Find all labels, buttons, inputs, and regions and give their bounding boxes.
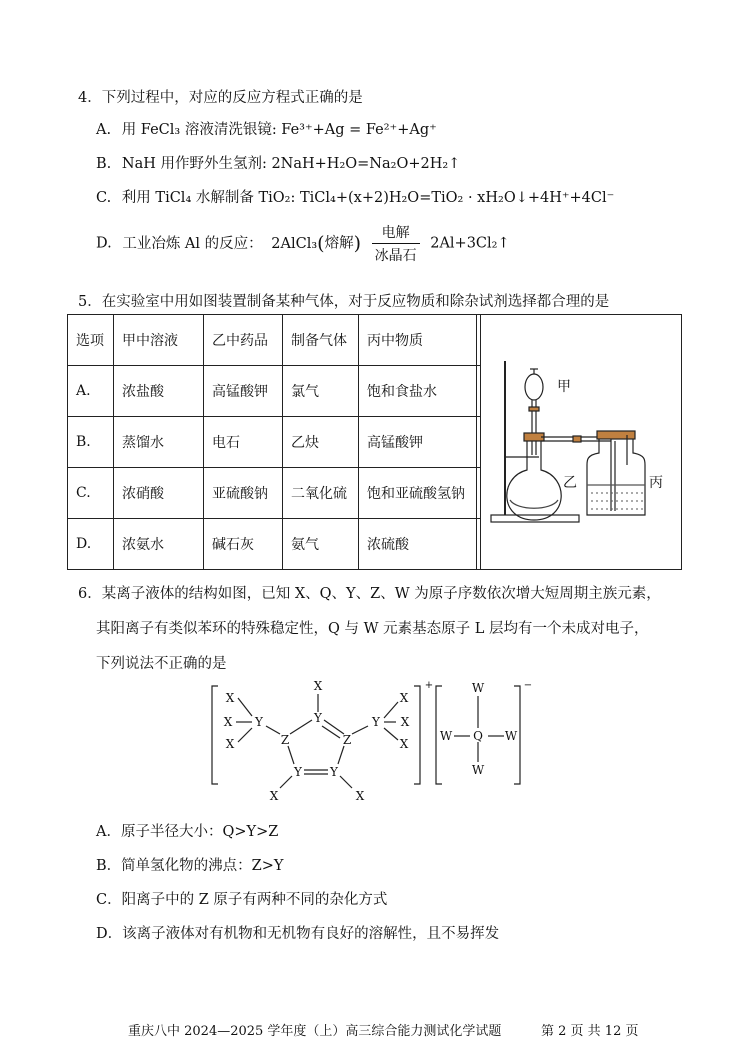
q5-header-cell: 甲中溶液: [114, 315, 204, 366]
q4-number: 4．: [78, 90, 102, 106]
q5-cell: C.: [68, 468, 114, 519]
atom-x: X: [355, 789, 365, 803]
q6-option-b-text: 简单氢化物的沸点：Z>Y: [121, 858, 284, 874]
q5-cell: 蒸馏水: [114, 417, 204, 468]
anion-charge: −: [523, 680, 533, 691]
atom-y: Y: [294, 765, 302, 779]
q4-eq-top: 电解: [381, 225, 410, 241]
q4-option-c: [96, 186, 614, 207]
q4-stem: [78, 86, 363, 107]
q4-eq-condition: [372, 222, 420, 265]
q6-option-a: [96, 820, 278, 841]
q5-cell: 氨气: [283, 519, 359, 570]
q5-cell: D.: [68, 519, 114, 570]
q5-cell: 浓氨水: [114, 519, 204, 570]
paren-close: ): [353, 232, 361, 255]
label-jia: 甲: [557, 379, 571, 395]
q6-option-d: [96, 922, 499, 943]
q4-option-b-text: NaH 用作野外生氢剂: 2NaH+H₂O=Na₂O+2H₂↑: [121, 156, 461, 172]
q4-option-c-text: 利用 TiCl₄ 水解制备 TiO₂: TiCl₄+(x+2)H₂O=TiO₂ · xH₂O↓+4H⁺+4Cl⁻: [121, 190, 615, 206]
atom-w: W: [439, 729, 453, 743]
q6-stem-line-1: [78, 582, 661, 603]
paren-open: (: [317, 232, 325, 255]
atom-x: X: [269, 789, 279, 803]
table-row: [68, 366, 481, 417]
table-row: [68, 519, 481, 570]
atom-y: Y: [255, 715, 263, 729]
q4-option-a: [96, 118, 437, 139]
q5-header-cell: 选项: [68, 315, 114, 366]
q5-cell: 浓硝酸: [114, 468, 204, 519]
atom-x: X: [399, 737, 409, 751]
cation-charge: +: [424, 680, 434, 691]
q6-stem-line-2: 其阳离子有类似苯环的特殊稳定性，Q 与 W 元素基态原子 L 层均有一个未成对电子，: [96, 621, 649, 637]
table-row: [68, 417, 481, 468]
atom-x: X: [313, 679, 323, 693]
q6-option-d-text: 该离子液体对有机物和无机物有良好的溶解性，且不易挥发: [122, 926, 500, 942]
atom-w: W: [504, 729, 518, 743]
q6-option-c-text: 阳离子中的 Z 原子有两种不同的杂化方式: [121, 892, 388, 908]
q4-option-d-letter: D.: [96, 235, 112, 252]
q4-eq-state: 熔解: [324, 235, 354, 252]
atom-y: Y: [314, 711, 322, 725]
q4-option-c-letter: C.: [96, 190, 112, 206]
q5-cell: 电石: [204, 417, 283, 468]
apparatus-figure: [476, 314, 682, 570]
atom-y: Y: [330, 765, 338, 779]
atom-z: Z: [280, 733, 290, 747]
atom-z: Z: [342, 733, 352, 747]
table-row: [68, 468, 481, 519]
q5-header-cell: 乙中药品: [204, 315, 283, 366]
q6-option-d-letter: D．: [96, 926, 123, 942]
q5-table: [67, 314, 481, 570]
q5-table-header: [68, 315, 481, 366]
q4-eq-line: [372, 243, 420, 244]
q4-option-d-text: 工业冶炼 Al 的反应：: [122, 235, 263, 252]
q6-option-b-letter: B．: [96, 858, 122, 874]
q6-number: 6．: [78, 586, 102, 602]
atom-w: W: [471, 681, 485, 695]
atom-x: X: [399, 691, 409, 705]
q5-stem: [78, 290, 609, 311]
q6-option-a-letter: A．: [96, 824, 121, 840]
q4-eq-right: 2Al+3Cl₂↑: [430, 235, 510, 252]
label-yi: 乙: [563, 475, 577, 491]
q4-option-a-letter: A.: [96, 122, 112, 138]
q5-number: 5．: [78, 294, 102, 310]
q5-cell: 浓盐酸: [114, 366, 204, 417]
q5-cell: 亚硫酸钠: [204, 468, 283, 519]
atom-x: X: [225, 691, 235, 705]
q6-option-a-text: 原子半径大小：Q>Y>Z: [120, 824, 279, 840]
q5-header-cell: 制备气体: [283, 315, 359, 366]
apparatus-drawing: [477, 315, 681, 569]
q4-eq-bottom: 冰晶石: [374, 248, 417, 264]
q4-option-b-letter: B.: [96, 156, 112, 172]
q5-cell: 饱和食盐水: [359, 366, 481, 417]
q5-cell: 氯气: [283, 366, 359, 417]
q5-cell: 乙炔: [283, 417, 359, 468]
atom-x: X: [223, 715, 233, 729]
q5-cell: 二氧化硫: [283, 468, 359, 519]
atom-y: Y: [372, 715, 380, 729]
q6-stem-line-3: 下列说法不正确的是: [96, 656, 227, 672]
q5-cell: 饱和亚硫酸氢钠: [359, 468, 481, 519]
q4-option-a-text: 用 FeCl₃ 溶液清洗银镜: Fe³⁺+Ag = Fe²⁺+Ag⁺: [121, 122, 437, 138]
q5-cell: 高锰酸钾: [359, 417, 481, 468]
atom-w: W: [471, 763, 485, 777]
q5-header-cell: 丙中物质: [359, 315, 481, 366]
q5-stem-text: 在实验室中用如图装置制备某种气体，对于反应物质和除杂试剂选择都合理的是: [101, 294, 610, 310]
ionic-liquid-structure: [200, 676, 560, 804]
q5-cell: A.: [68, 366, 114, 417]
q5-cell: 高锰酸钾: [204, 366, 283, 417]
q6-stem-text-1: 某离子液体的结构如图，已知 X、Q、Y、Z、W 为原子序数依次增大短周期主族元素，: [101, 586, 661, 602]
q6-option-c-letter: C．: [96, 892, 122, 908]
q6-option-c: [96, 888, 387, 909]
q5-cell: B.: [68, 417, 114, 468]
q4-option-d: [96, 222, 510, 265]
footer-title: 重庆八中 2024—2025 学年度（上）高三综合能力测试化学试题: [128, 1024, 502, 1039]
page-number: 第 2 页 共 12 页: [541, 1024, 639, 1039]
q4-stem-text: 下列过程中，对应的反应方程式正确的是: [101, 90, 363, 106]
label-bing: 丙: [649, 475, 663, 491]
q4-eq-left: 2AlCl₃: [271, 235, 318, 252]
q6-option-b: [96, 854, 283, 875]
atom-x: X: [400, 715, 410, 729]
q5-cell: 浓硫酸: [359, 519, 481, 570]
q5-cell: 碱石灰: [204, 519, 283, 570]
q4-option-b: [96, 152, 460, 173]
atom-q: Q: [473, 729, 483, 743]
atom-x: X: [225, 737, 235, 751]
